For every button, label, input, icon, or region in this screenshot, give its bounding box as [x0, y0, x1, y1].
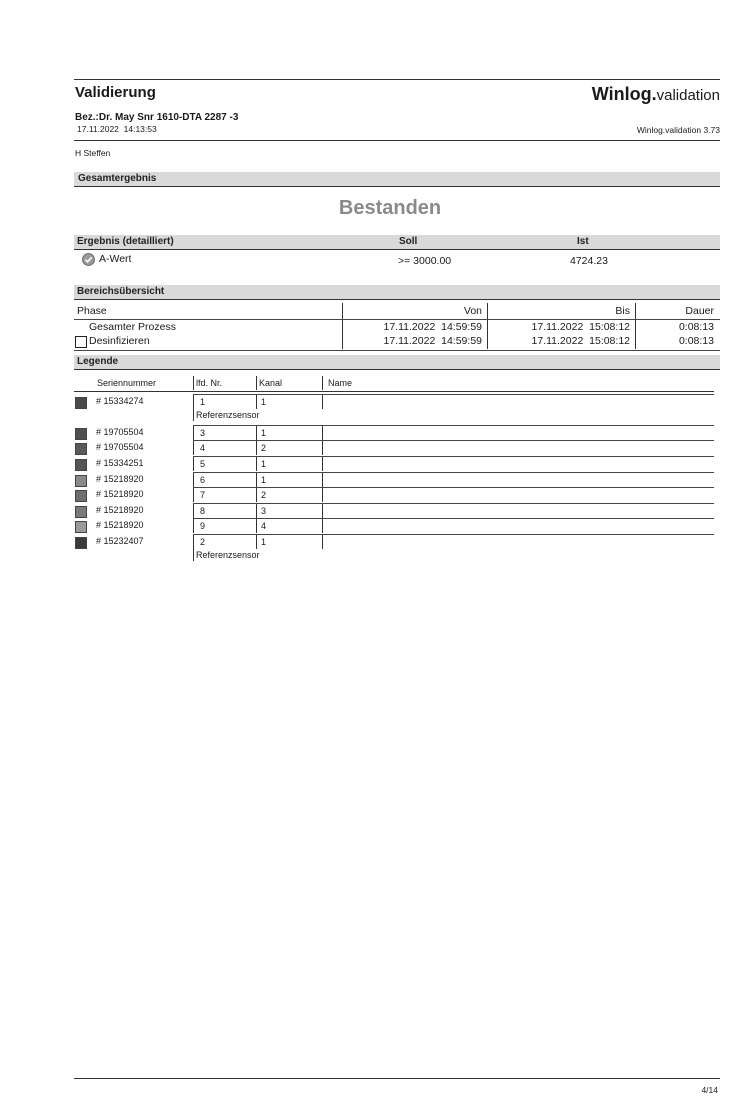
bereich-bottom-rule — [74, 350, 720, 351]
legend-kanal: 3 — [261, 506, 267, 516]
col-name: Name — [328, 378, 353, 388]
legend-col-divider — [193, 488, 194, 502]
legend-col-divider — [322, 504, 323, 518]
legend-serial: # 15232407 — [96, 536, 144, 546]
phase-von: 17.11.2022 14:59:59 — [383, 321, 482, 333]
series-color-swatch — [75, 506, 87, 518]
legend-row — [74, 426, 720, 441]
legend-row — [74, 441, 720, 456]
legend-col-divider — [193, 426, 194, 440]
series-color-swatch — [75, 475, 87, 487]
legend-row — [74, 395, 720, 410]
winlog-logo — [562, 84, 720, 105]
col-ist: Ist — [577, 236, 589, 247]
section-gesamtergebnis — [74, 172, 720, 187]
phase-bis: 17.11.2022 15:08:12 — [531, 321, 630, 333]
logo-light: validation — [656, 87, 720, 104]
legend-header-divider-3 — [322, 376, 323, 390]
legend-col-divider — [193, 504, 194, 518]
section-legende-title: Legende — [77, 356, 119, 367]
legend-header-divider-1 — [193, 376, 194, 390]
footer-rule — [74, 1078, 720, 1079]
series-color-swatch — [75, 521, 87, 533]
legend-serial: # 15334274 — [96, 396, 144, 406]
legend-row-rule — [193, 456, 714, 457]
legend-lfd: 2 — [200, 537, 206, 547]
legend-row — [74, 535, 720, 550]
legend-row-rule — [193, 487, 714, 488]
legend-serial: # 15218920 — [96, 474, 144, 484]
legend-col-divider — [322, 535, 323, 549]
legend-serial: # 15334251 — [96, 458, 144, 468]
series-color-swatch — [75, 459, 87, 471]
legend-lfd: 7 — [200, 490, 206, 500]
subject-line: Bez.:Dr. May Snr 1610-DTA 2287 -3 — [75, 112, 239, 123]
legend-col-divider — [256, 535, 257, 549]
legend-serial: # 15218920 — [96, 489, 144, 499]
legend-header-rule — [74, 391, 714, 392]
phase-dauer: 0:08:13 — [678, 321, 714, 333]
legend-col-divider — [322, 519, 323, 533]
col-kanal: Kanal — [259, 378, 283, 388]
legend-row-rule — [193, 472, 714, 473]
series-color-swatch — [75, 397, 87, 409]
series-color-swatch — [75, 537, 87, 549]
legend-lfd: 3 — [200, 428, 206, 438]
legend-serial: # 19705504 — [96, 442, 144, 452]
legend-serial: # 15218920 — [96, 520, 144, 530]
reference-sensor-label: Referenzsensor — [193, 549, 260, 561]
result-label: A-Wert — [99, 253, 132, 265]
legend-col-divider — [256, 504, 257, 518]
legend-row — [74, 504, 720, 519]
software-version: Winlog.validation 3.73 — [636, 125, 720, 135]
series-color-swatch — [75, 490, 87, 502]
section-gesamtergebnis-title: Gesamtergebnis — [78, 173, 157, 184]
phase-name: Gesamter Prozess — [89, 321, 176, 333]
legend-col-divider — [322, 395, 323, 409]
phase-name: Desinfizieren — [89, 335, 150, 347]
col-serial: Seriennummer — [97, 378, 157, 388]
legend-kanal: 2 — [261, 490, 267, 500]
legend-lfd: 6 — [200, 475, 206, 485]
legend-lfd: 1 — [200, 397, 206, 407]
legend-kanal: 1 — [261, 397, 267, 407]
col-bis: Bis — [615, 305, 630, 317]
section-bereich — [74, 285, 720, 300]
section-ergebnis — [74, 235, 720, 250]
legend-lfd: 5 — [200, 459, 206, 469]
legend-col-divider — [193, 457, 194, 471]
legend-kanal: 4 — [261, 521, 267, 531]
legend-kanal: 1 — [261, 475, 267, 485]
section-ergebnis-title: Ergebnis (detailliert) — [77, 236, 174, 247]
legend-col-divider — [256, 457, 257, 471]
legend-col-divider — [256, 426, 257, 440]
section-legende — [74, 355, 720, 370]
legend-col-divider — [322, 473, 323, 487]
header-rule — [74, 140, 720, 141]
legend-row-rule — [193, 440, 714, 441]
col-lfd: lfd. Nr. — [196, 378, 223, 388]
legend-serial: # 15218920 — [96, 505, 144, 515]
author: H Steffen — [75, 148, 111, 158]
phase-row-1 — [74, 321, 720, 334]
legend-kanal: 1 — [261, 537, 267, 547]
legend-col-divider — [322, 426, 323, 440]
legend-lfd: 9 — [200, 521, 206, 531]
legend-col-divider — [256, 488, 257, 502]
phase-dauer: 0:08:13 — [678, 335, 714, 347]
legend-row — [74, 473, 720, 488]
col-von: Von — [463, 305, 482, 317]
report-datetime: 17.11.2022 14:13:53 — [77, 124, 157, 134]
top-rule — [74, 79, 720, 80]
legend-col-divider — [322, 441, 323, 455]
series-color-swatch — [75, 428, 87, 440]
legend-col-divider — [322, 457, 323, 471]
legend-col-divider — [193, 519, 194, 533]
legend-kanal: 1 — [261, 428, 267, 438]
result-row — [74, 252, 720, 268]
legend-col-divider — [256, 441, 257, 455]
section-bereich-title: Bereichsübersicht — [77, 286, 165, 297]
page-title: Validierung — [75, 84, 156, 101]
legend-header-divider-2 — [256, 376, 257, 390]
result-soll: >= 3000.00 — [398, 255, 452, 267]
result-ist: 4724.23 — [570, 255, 608, 267]
legend-row — [74, 519, 720, 534]
logo-bold: Winlog. — [591, 84, 657, 104]
legend-col-divider — [193, 441, 194, 455]
col-phase: Phase — [77, 305, 107, 317]
phase-bis: 17.11.2022 15:08:12 — [531, 335, 630, 347]
legend-row-rule — [193, 425, 714, 426]
legend-lfd: 4 — [200, 443, 206, 453]
phase-von: 17.11.2022 14:59:59 — [383, 335, 482, 347]
legend-col-divider — [193, 535, 194, 549]
legend-lfd: 8 — [200, 506, 206, 516]
bereich-header-rule — [74, 319, 720, 320]
col-soll: Soll — [399, 236, 418, 247]
legend-col-divider — [193, 473, 194, 487]
legend-col-divider — [193, 395, 194, 409]
legend-col-divider — [256, 473, 257, 487]
reference-sensor-label: Referenzsensor — [193, 409, 260, 421]
series-color-swatch — [75, 443, 87, 455]
legend-col-divider — [256, 519, 257, 533]
legend-row — [74, 488, 720, 503]
legend-row-rule — [193, 503, 714, 504]
phase-row-2 — [74, 335, 720, 348]
legend-row-rule — [193, 394, 714, 395]
legend-col-divider — [256, 395, 257, 409]
page-number: 4/14 — [701, 1085, 718, 1095]
legend-kanal: 2 — [261, 443, 267, 453]
legend-row-rule — [193, 534, 714, 535]
legend-kanal: 1 — [261, 459, 267, 469]
legend-row-rule — [193, 518, 714, 519]
col-dauer: Dauer — [685, 305, 714, 317]
legend-row — [74, 457, 720, 472]
legend-serial: # 19705504 — [96, 427, 144, 437]
overall-result: Bestanden — [338, 197, 442, 219]
legend-col-divider — [322, 488, 323, 502]
checkbox-icon[interactable] — [75, 336, 87, 348]
check-icon — [82, 253, 95, 271]
